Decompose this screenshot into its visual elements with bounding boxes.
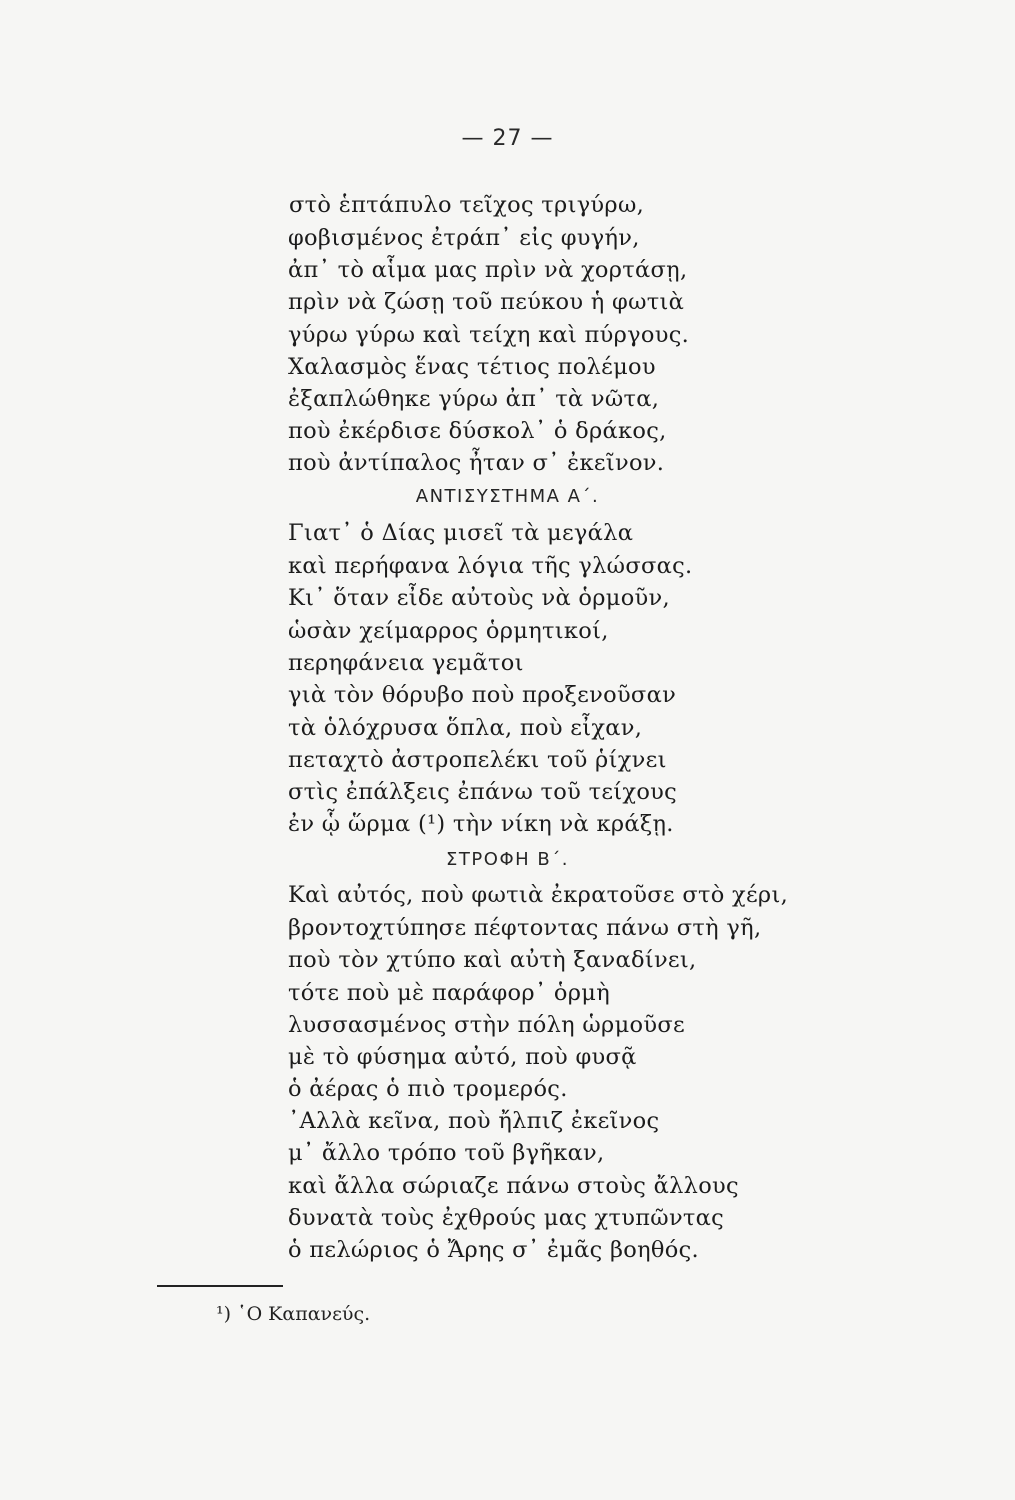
section-heading-antisystem-a: ΑΝΤΙΣΥΣΤΗΜΑ Α΄.: [415, 486, 600, 507]
verse-line: δυνατὰ τοὺς ἐχθρούς μας χτυπῶντας: [288, 1205, 725, 1231]
verse-line: γύρω γύρω καὶ τείχη καὶ πύργους.: [288, 322, 690, 348]
verse-line: περηφάνεια γεμᾶτοι: [288, 650, 524, 676]
page-number: — 27 —: [461, 126, 554, 151]
verse-line: ὁ πελώριος ὁ Ἄρης σ᾿ ἐμᾶς βοηθός.: [288, 1237, 699, 1263]
verse-line: ποὺ ἐκέρδισε δύσκολ᾿ ὁ δράκος,: [288, 418, 667, 444]
verse-line: ποὺ ἀντίπαλος ἦταν σ᾿ ἐκεῖνον.: [288, 450, 665, 476]
verse-line: Γιατ᾿ ὁ Δίας μισεῖ τὰ μεγάλα: [288, 520, 634, 546]
verse-line: Χαλασμὸς ἕνας τέτιος πολέμου: [288, 354, 656, 380]
verse-line: μ᾿ ἄλλο τρόπο τοῦ βγῆκαν,: [288, 1140, 605, 1166]
verse-line: καὶ ἄλλα σώριαζε πάνω στοὺς ἄλλους: [288, 1173, 739, 1199]
verse-line: βροντοχτύπησε πέφτοντας πάνω στὴ γῆ,: [288, 915, 762, 941]
verse-line: στὸ ἑπτάπυλο τεῖχος τριγύρω,: [289, 192, 645, 218]
footnote: ¹) ῾Ο Καπανεύς.: [216, 1303, 371, 1325]
verse-line: φοβισμένος ἐτράπ᾿ εἰς φυγήν,: [288, 225, 640, 251]
verse-line: ἐξαπλώθηκε γύρω ἀπ᾿ τὰ νῶτα,: [288, 386, 660, 412]
section-heading-strophe-b: ΣΤΡΟΦΗ Β΄.: [446, 849, 569, 870]
verse-line: ὁ ἀέρας ὁ πιὸ τρομερός.: [288, 1076, 568, 1102]
verse-line: γιὰ τὸν θόρυβο ποὺ προξενοῦσαν: [288, 682, 677, 708]
verse-line: πεταχτὸ ἀστροπελέκι τοῦ ῥίχνει: [288, 747, 667, 773]
verse-line: Καὶ αὐτός, ποὺ φωτιὰ ἐκρατοῦσε στὸ χέρι,: [288, 882, 789, 908]
verse-line: τὰ ὁλόχρυσα ὅπλα, ποὺ εἶχαν,: [288, 715, 643, 741]
verse-line: τότε ποὺ μὲ παράφορ᾿ ὁρμὴ: [288, 980, 610, 1006]
verse-line: ἀπ᾿ τὸ αἷμα μας πρὶν νὰ χορτάσῃ,: [288, 257, 688, 283]
verse-line: πρὶν νὰ ζώσῃ τοῦ πεύκου ἡ φωτιὰ: [288, 289, 685, 315]
verse-line: ὡσὰν χείμαρρος ὁρμητικοί,: [288, 618, 609, 644]
footnote-divider: [157, 1285, 283, 1287]
verse-line: ἐν ᾧ ὥρμα (¹) τὴν νίκη νὰ κράξῃ.: [288, 811, 674, 837]
verse-line: καὶ περήφανα λόγια τῆς γλώσσας.: [288, 553, 693, 579]
verse-line: ᾿Αλλὰ κεῖνα, ποὺ ἤλπιζ ἐκεῖνος: [288, 1108, 660, 1134]
verse-line: λυσσασμένος στὴν πόλη ὡρμοῦσε: [288, 1012, 685, 1038]
verse-line: ποὺ τὸν χτύπο καὶ αὐτὴ ξαναδίνει,: [288, 947, 697, 973]
verse-line: μὲ τὸ φύσημα αὐτό, ποὺ φυσᾷ: [288, 1044, 637, 1070]
verse-line: στὶς ἐπάλξεις ἐπάνω τοῦ τείχους: [288, 779, 678, 805]
verse-line: Κι᾿ ὅταν εἶδε αὐτοὺς νὰ ὁρμοῦν,: [288, 585, 670, 611]
